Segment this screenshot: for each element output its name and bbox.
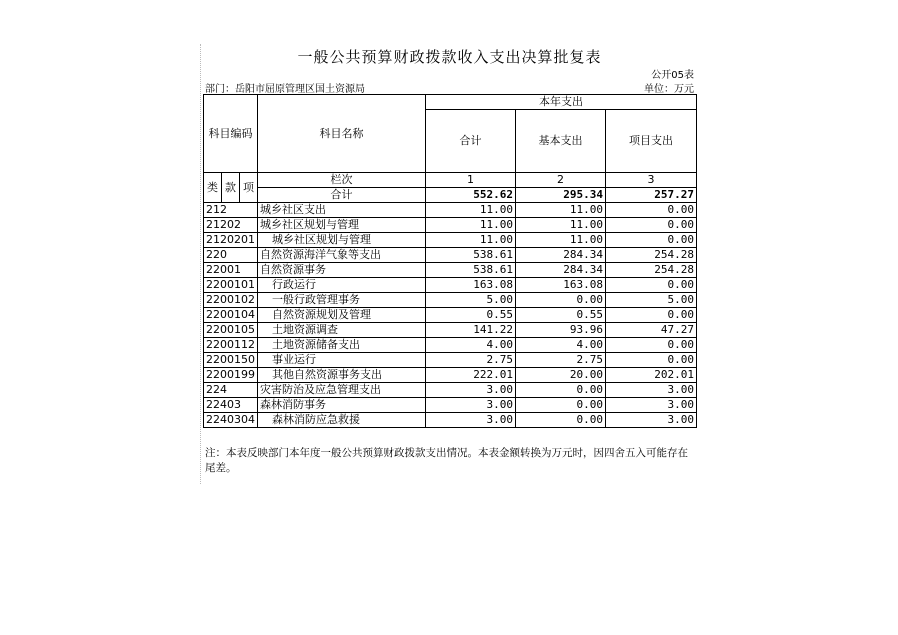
row-total: 11.00 [426,233,516,248]
row-total: 538.61 [426,263,516,278]
row-total: 141.22 [426,323,516,338]
row-name: 灾害防治及应急管理支出 [258,383,426,398]
header-subject-name: 科目名称 [258,95,426,173]
table-row [204,263,697,278]
table-row [204,368,697,383]
row-basic: 0.00 [516,398,606,413]
row-code: 2200104 [204,308,258,323]
row-project: 0.00 [606,308,697,323]
row-name: 自然资源海洋气象等支出 [258,248,426,263]
row-basic: 284.34 [516,248,606,263]
row-basic: 11.00 [516,233,606,248]
header-col3: 3 [606,173,697,188]
table-row [204,218,697,233]
row-total: 222.01 [426,368,516,383]
row-project: 0.00 [606,203,697,218]
row-total: 3.00 [426,413,516,428]
row-project: 202.01 [606,368,697,383]
header-col1: 1 [426,173,516,188]
table-row [204,233,697,248]
row-code: 2200105 [204,323,258,338]
row-code: 2200101 [204,278,258,293]
header-kuan: 款 [222,173,240,203]
row-code: 2200102 [204,293,258,308]
row-project: 0.00 [606,218,697,233]
table-row [204,353,697,368]
row-basic: 163.08 [516,278,606,293]
row-basic: 4.00 [516,338,606,353]
row-name: 行政运行 [258,278,426,293]
row-project: 0.00 [606,338,697,353]
department-label: 部门：岳阳市屈原管理区国土资源局 [205,84,365,95]
table-row [204,278,697,293]
table-row [204,203,697,218]
row-basic: 0.55 [516,308,606,323]
table-row [204,248,697,263]
row-code: 2200199 [204,368,258,383]
header-basic: 基本支出 [516,110,606,173]
row-basic: 0.00 [516,383,606,398]
expenditure-table [203,94,697,428]
footnote: 注：本表反映部门本年度一般公共预算财政拨款支出情况。本表金额转换为万元时，因四舍五入可能存在尾差。 [205,447,688,474]
table-code: 公开05表 [651,70,694,81]
table-row [204,308,697,323]
table-row [204,383,697,398]
row-project: 3.00 [606,398,697,413]
row-total: 3.00 [426,398,516,413]
header-total: 合计 [426,110,516,173]
report-title: 一般公共预算财政拨款收入支出决算批复表 [297,48,602,66]
row-code: 2200150 [204,353,258,368]
row-name: 其他自然资源事务支出 [258,368,426,383]
total-row-label: 合计 [258,188,426,203]
row-total: 11.00 [426,203,516,218]
header-col2: 2 [516,173,606,188]
row-basic: 0.00 [516,413,606,428]
table-row [204,338,697,353]
row-total: 5.00 [426,293,516,308]
row-code: 22403 [204,398,258,413]
unit-label: 单位：万元 [644,84,694,95]
row-project: 5.00 [606,293,697,308]
row-code: 2120201 [204,233,258,248]
row-name: 自然资源事务 [258,263,426,278]
row-project: 0.00 [606,278,697,293]
row-project: 3.00 [606,413,697,428]
row-project: 0.00 [606,353,697,368]
row-code: 21202 [204,218,258,233]
row-code: 22001 [204,263,258,278]
total-row-basic: 295.34 [516,188,606,203]
row-name: 城乡社区支出 [258,203,426,218]
total-row-project: 257.27 [606,188,697,203]
row-name: 城乡社区规划与管理 [258,233,426,248]
row-code: 212 [204,203,258,218]
header-current-year: 本年支出 [426,95,697,110]
row-basic: 284.34 [516,263,606,278]
row-code: 2240304 [204,413,258,428]
row-name: 城乡社区规划与管理 [258,218,426,233]
table-row [204,323,697,338]
row-total: 11.00 [426,218,516,233]
row-project: 47.27 [606,323,697,338]
row-name: 事业运行 [258,353,426,368]
header-xiang: 项 [240,173,258,203]
row-code: 224 [204,383,258,398]
row-name: 土地资源储备支出 [258,338,426,353]
row-total: 163.08 [426,278,516,293]
header-project: 项目支出 [606,110,697,173]
row-project: 254.28 [606,263,697,278]
row-total: 3.00 [426,383,516,398]
row-name: 森林消防事务 [258,398,426,413]
row-total: 538.61 [426,248,516,263]
row-basic: 93.96 [516,323,606,338]
row-basic: 2.75 [516,353,606,368]
header-column-no: 栏次 [258,173,426,188]
table-row [204,293,697,308]
row-project: 3.00 [606,383,697,398]
row-basic: 11.00 [516,203,606,218]
header-subject-code: 科目编码 [204,95,258,173]
row-basic: 0.00 [516,293,606,308]
row-total: 2.75 [426,353,516,368]
row-project: 254.28 [606,248,697,263]
row-name: 自然资源规划及管理 [258,308,426,323]
row-basic: 20.00 [516,368,606,383]
row-name: 土地资源调查 [258,323,426,338]
table-row [204,398,697,413]
row-code: 220 [204,248,258,263]
total-row-total: 552.62 [426,188,516,203]
row-project: 0.00 [606,233,697,248]
row-name: 森林消防应急救援 [258,413,426,428]
row-basic: 11.00 [516,218,606,233]
row-code: 2200112 [204,338,258,353]
header-lei: 类 [204,173,222,203]
table-row [204,413,697,428]
row-total: 4.00 [426,338,516,353]
row-name: 一般行政管理事务 [258,293,426,308]
row-total: 0.55 [426,308,516,323]
